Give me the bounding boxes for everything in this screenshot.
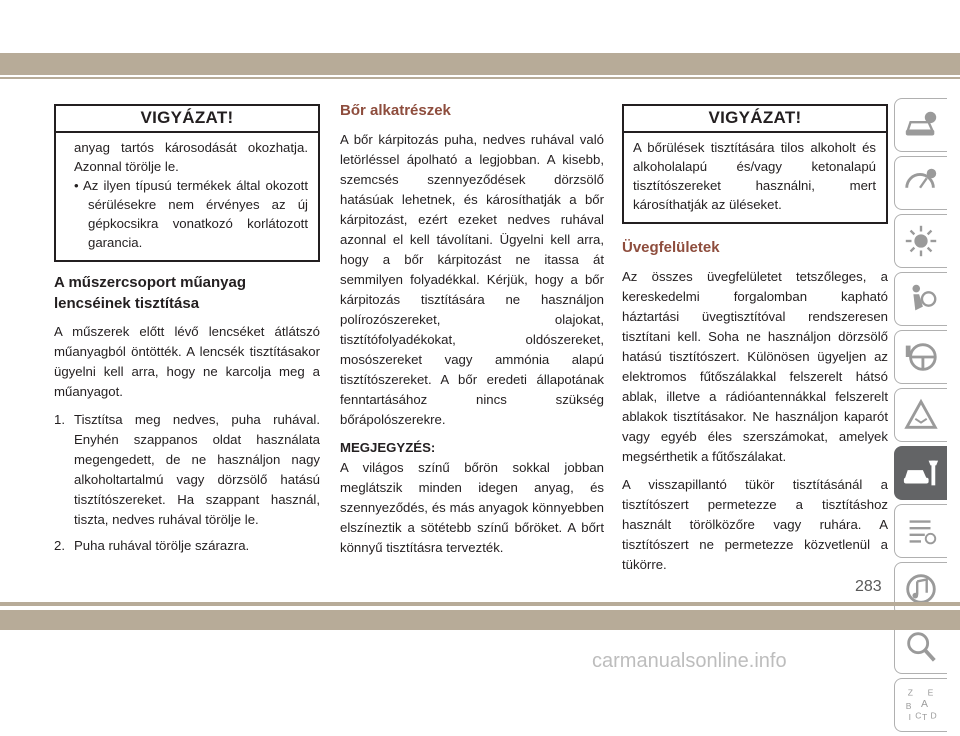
section-heading-glass: Üvegfelületek xyxy=(622,239,720,256)
tab-specifications[interactable] xyxy=(894,504,947,558)
magnifier-icon xyxy=(902,628,940,666)
lights-icon xyxy=(902,222,940,260)
index-letter: T xyxy=(921,712,928,723)
left-column xyxy=(54,104,320,556)
index-letter: D xyxy=(930,710,937,721)
middle-column xyxy=(340,101,604,566)
header-rule xyxy=(0,77,960,79)
tab-warnings[interactable] xyxy=(894,388,947,442)
car-info-icon xyxy=(902,106,940,144)
warning-body xyxy=(56,133,318,260)
checklist-icon xyxy=(902,512,940,550)
warning-body: A bőrülések tisztítására tilos alkoholt és alkoholalapú és/vagy ketonalapú tisztítószereket használni, mert károsíthatják az üléseket. xyxy=(633,140,876,212)
tab-dashboard[interactable] xyxy=(894,156,947,210)
warning-triangle-icon xyxy=(902,396,940,434)
language-index-icon xyxy=(902,686,940,724)
warning-box-left xyxy=(54,104,320,262)
watermark: carmanualsonline.info xyxy=(592,650,787,672)
car-tools-icon xyxy=(902,454,940,492)
footer-rule xyxy=(0,602,960,606)
list-item xyxy=(54,410,320,530)
index-letter: I xyxy=(908,712,912,723)
tab-multimedia[interactable] xyxy=(894,562,947,616)
tab-car-info[interactable] xyxy=(894,98,947,152)
dashboard-icon xyxy=(902,164,940,202)
index-letter: A xyxy=(921,698,928,710)
index-letter: C xyxy=(915,710,922,721)
paragraph-glass-1: Az összes üvegfelületet tetszőleges, a kereskedelmi forgalomban kapható háztartási üvegtisztítóval rendszeresen tisztítani kell. Soha ne használjon dörzsölő hatású tisztítószert. Különösen ügyeljen az elektromos fűtőszálakkal felszerelt hátsó ablak, illetve a rádióantennákkal felszerelt ablakok tisztításakor. Ne használjon kaparót vagy egyéb éles szerszámokat, amelyek megsérthetik a fűtőszálakat. xyxy=(622,269,888,464)
list-number: 1. xyxy=(54,412,65,427)
section-heading-lenses: A műszercsoport műanyag lencséinek tisztítása xyxy=(54,274,246,312)
page-number: 283 xyxy=(855,578,882,595)
paragraph-lenses: A műszerek előtt lévő lencséket átlátszó műanyagból öntötték. A lencsék tisztításakor ügyelni kell arra, hogy ne karcolja meg a műanyagot. xyxy=(54,324,320,399)
tab-airbag[interactable] xyxy=(894,272,947,326)
header-color-band xyxy=(0,53,960,75)
tab-steering[interactable] xyxy=(894,330,947,384)
footer-band xyxy=(0,610,960,630)
chapter-tabs xyxy=(894,98,948,736)
warning-box-right xyxy=(622,104,888,224)
section-heading-leather: Bőr alkatrészek xyxy=(340,102,451,119)
header-band xyxy=(0,0,960,75)
warning-title: VIGYÁZAT! xyxy=(56,106,318,133)
airbag-icon xyxy=(902,280,940,318)
tab-language-index[interactable] xyxy=(894,678,947,732)
steering-wheel-icon xyxy=(902,338,940,376)
index-letter: Z xyxy=(907,687,913,698)
paragraph-glass-2: A visszapillantó tükör tisztításánál a tisztítószert permetezze a tisztításhoz használt törölközőre vagy ruhára. A tisztítószert ne permetezze közvetlenül a tükörre. xyxy=(622,477,888,572)
tab-lights[interactable] xyxy=(894,214,947,268)
note-text: A világos színű bőrön sokkal jobban meglátszik minden idegen anyag, és szennyeződés, és más anyagok könnyebben elszíneztik a sötétebb színű bőröket. A bőrt könnyű tisztításra tervezték. xyxy=(340,460,604,555)
list-text: Puha ruhával törölje szárazra. xyxy=(74,538,250,553)
right-column xyxy=(622,104,888,583)
list-text: Tisztítsa meg nedves, puha ruhával. Enyhén szappanos oldat használata megengedett, de ne használjon nagy alkoholtartalmú vagy dörzsölő hatású tisztítószereket. Ha szappant használ, tiszta, nedves ruhával törölje le. xyxy=(74,412,320,527)
list-number: 2. xyxy=(54,538,65,553)
list-item xyxy=(54,536,320,556)
tab-maintenance[interactable] xyxy=(894,446,947,500)
index-letter: E xyxy=(927,687,934,698)
index-letter: B xyxy=(905,700,912,711)
paragraph-leather: A bőr kárpitozás puha, nedves ruhával való letörléssel ápolható a legjobban. A kisebb, szemcsés szennyeződések dörzsölő hatásúak lehetnek, és károsíthatják a bőr kárpitozást, ezért ezeket nedves ruhával azonnal el kell távolítani. Ügyelni kell arra, hogy a bőr kárpitozást ne itassa át semmilyen folyadékkal. Kérjük, hogy a bőr kárpitozás tisztítására ne használjon polírozószereket, olajokat, tisztítófolyadékokat, oldószereket, mosószereket vagy ammónia alapú tisztítószereket. A bőr eredeti állapotának fenntartásához nincs szükség bőrápolószerekre. xyxy=(340,132,604,427)
note-title: MEGJEGYZÉS: xyxy=(340,440,436,455)
warning-bullet: • Az ilyen típusú termékek által okozott sérülésekre nem érvényes az új gépkocsikra vonatkozó korlátozott garancia. xyxy=(74,178,308,250)
warning-title: VIGYÁZAT! xyxy=(624,106,886,133)
warning-line: anyag tartós károsodását okozhatja. Azonnal törölje le. xyxy=(74,140,308,174)
